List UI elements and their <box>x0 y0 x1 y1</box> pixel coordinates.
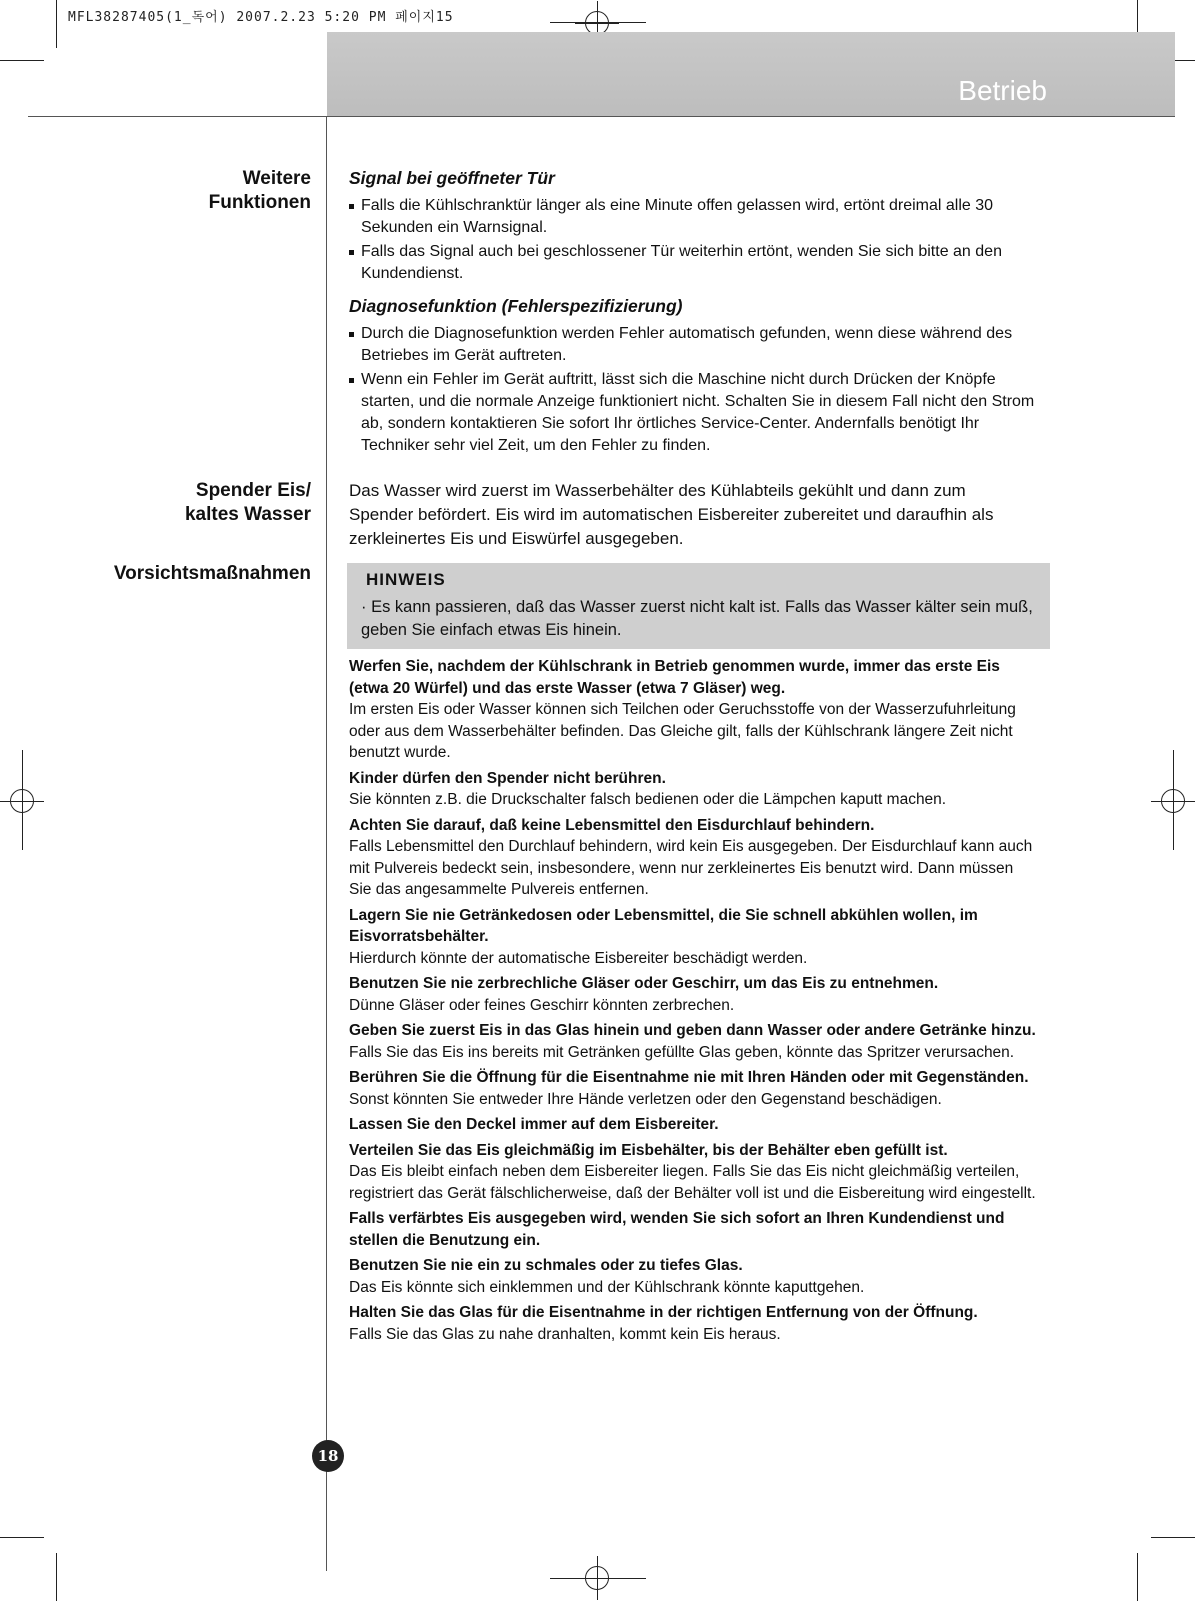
header-band <box>327 32 1175 116</box>
print-slug: MFL38287405(1_독어) 2007.2.23 5:20 PM 페이지15 <box>68 10 454 25</box>
list-item: Lagern Sie nie Getränkedosen oder Lebensmittel, die Sie schnell abkühlen wollen, im Eisvorratsbehälter. Hierdurch könnte der automatische Eisbereiter beschädigt werden. <box>349 906 978 967</box>
crop-mark <box>550 1578 646 1579</box>
section-heading-vorsicht: Vorsichtsmaßnahmen <box>113 563 311 584</box>
page-number: 18 <box>312 1440 344 1472</box>
crop-mark <box>1151 1537 1195 1538</box>
list-item: Verteilen Sie das Eis gleichmäßig im Eisbehälter, bis der Behälter eben gefüllt ist. Das Eis bleibt einfach neben dem Eisbereiter liegen. Falls Sie das Eis nicht gleichmäßig verteilen, registriert das Gerät fälschlicherweise, daß der Behälter voll ist und die Eisbereitung wird eingestellt. <box>349 1141 1036 1202</box>
crop-mark <box>0 1537 44 1538</box>
list-item: Wenn ein Fehler im Gerät auftritt, lässt sich die Maschine nicht durch Drücken der Knöpfe starten, und die normale Anzeige funktioniert nicht. Schalten Sie in diesem Fall nicht den Strom ab, sondern kontaktieren Sie sofort Ihr örtliches Service-Center. Andernfalls benötigt Ihr Techniker sehr viel Zeit, um den Fehler zu finden. <box>349 369 1049 457</box>
list-item: Falls das Signal auch bei geschlossener Tür weiterhin ertönt, wenden Sie sich bitte an den Kundendienst. <box>349 241 1049 285</box>
list-item: Halten Sie das Glas für die Eisentnahme in der richtigen Entfernung von der Öffnung. Falls Sie das Glas zu nahe dranhalten, kommt kein Eis heraus. <box>349 1304 978 1343</box>
crop-mark <box>1173 750 1174 850</box>
list-item: Benutzen Sie nie ein zu schmales oder zu tiefes Glas. Das Eis könnte sich einklemmen und der Kühlschrank könnte kaputtgehen. <box>349 1257 865 1296</box>
list-item: Geben Sie zuerst Eis in das Glas hinein und geben dann Wasser oder andere Getränke hinzu. Falls Sie das Eis ins bereits mit Getränken gefüllte Glas geben, könnte das Spritzer verursachen. <box>349 1022 1036 1061</box>
crop-mark <box>550 22 646 23</box>
list-item: Werfen Sie, nachdem der Kühlschrank in Betrieb genommen wurde, immer das erste Eis (etwa 20 Würfel) und das erste Wasser (etwa 7 Gläser) weg. Im ersten Eis oder Wasser können sich Teilchen oder Geruchsstoffe von der Wasserzufuhrleitung oder aus dem Wasserbehälter befinden. Das Gleiche gilt, falls der Kühlschrank längere Zeit nicht benutzt wurde. <box>349 658 1016 761</box>
list-item: Lassen Sie den Deckel immer auf dem Eisbereiter. <box>349 1116 719 1133</box>
crop-mark <box>22 750 23 850</box>
precautions-list <box>349 656 1039 1349</box>
crop-mark <box>56 0 57 48</box>
spender-text: Das Wasser wird zuerst im Wasserbehälter des Kühlabteils gekühlt und dann zum Spender befördert. Eis wird im automatischen Eisbereiter zubereitet und daraufhin als zerkleinertes Eis und Eiswürfel ausgegeben. <box>349 481 994 548</box>
list-item: Falls verfärbtes Eis ausgegeben wird, wenden Sie sich sofort an Ihren Kundendienst und stellen die Benutzung ein. <box>349 1210 1005 1249</box>
weitere-funktionen-content <box>349 167 1049 459</box>
crop-mark <box>0 60 44 61</box>
list-item: Berühren Sie die Öffnung für die Eisentnahme nie mit Ihren Händen oder mit Gegenständen. Sonst könnten Sie entweder Ihre Hände verletzen oder den Gegenstand beschädigen. <box>349 1069 1029 1108</box>
list-item: Kinder dürfen den Spender nicht berühren. Sie könnten z.B. die Druckschalter falsch bedienen oder die Lämpchen kaputt machen. <box>349 769 947 808</box>
section-heading-spender: Spender Eis/ kaltes Wasser <box>184 480 311 525</box>
crop-mark <box>1137 1553 1138 1601</box>
note-text: · Es kann passieren, daß das Wasser zuerst nicht kalt ist. Falls das Wasser kälter sein muß, geben Sie einfach etwas Eis hinein. <box>361 598 1033 639</box>
column-divider <box>326 116 327 1571</box>
list-item: Durch die Diagnosefunktion werden Fehler automatisch gefunden, wenn diese während des Betriebes im Gerät auftreten. <box>349 323 1049 367</box>
section-heading-weitere-funktionen: Weitere Funktionen <box>208 168 311 213</box>
list-item: Benutzen Sie nie zerbrechliche Gläser oder Geschirr, um das Eis zu entnehmen. Dünne Gläser oder feines Geschirr könnten zerbrechen. <box>349 975 939 1014</box>
crop-mark <box>56 1553 57 1601</box>
page-title: Betrieb <box>958 75 1047 106</box>
list-item: Falls die Kühlschranktür länger als eine Minute offen gelassen wird, ertönt dreimal alle 30 Sekunden ein Warnsignal. <box>349 195 1049 239</box>
note-title: HINWEIS <box>366 570 446 589</box>
diagnose-heading: Diagnosefunktion (Fehlerspezifizierung) <box>349 296 683 316</box>
signal-heading: Signal bei geöffneter Tür <box>349 168 555 188</box>
divider <box>28 116 1175 117</box>
list-item: Achten Sie darauf, daß keine Lebensmittel den Eisdurchlauf behindern. Falls Lebensmittel den Durchlauf behindern, wird kein Eis ausgegeben. Der Eisdurchlauf kann auch mit Pulvereis bedeckt sein, insbesondere, wenn nur zerkleinertes Eis benutzt wird. Dann müssen Sie das angesammelte Pulvereis entfernen. <box>349 816 1033 898</box>
